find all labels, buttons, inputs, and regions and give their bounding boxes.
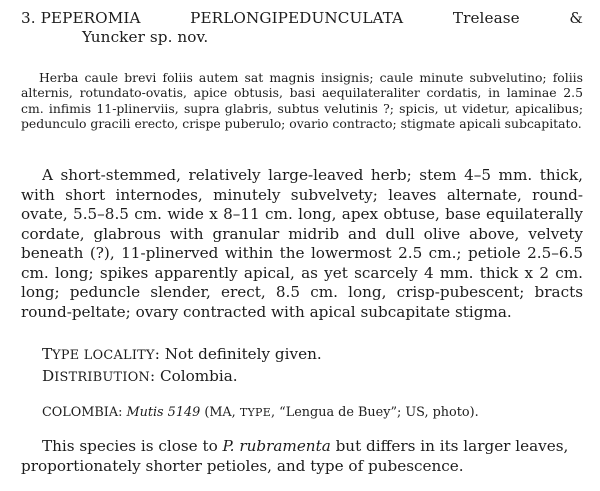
heading-line-1: [21, 9, 583, 28]
specimen-herbarium: (MA,: [200, 405, 240, 420]
closing-part-1: This species is close to: [42, 437, 223, 455]
closing-part-2: but differs in its larger leaves, proportionately shorter petioles, and type of pubescence.: [21, 437, 569, 475]
type-locality-label-rest: YPE LOCALITY: [52, 348, 155, 363]
heading-line-2: Yuncker sp. nov.: [82, 28, 209, 46]
specimen-collector: Mutis 5149: [126, 405, 201, 420]
distribution-label-rest: ISTRIBUTION: [54, 370, 151, 385]
type-locality-line: [42, 345, 322, 365]
closing-species-name: P. rubramenta: [222, 437, 331, 455]
specimen-citation: [42, 404, 583, 421]
specimen-country: COLOMBIA:: [42, 405, 123, 420]
type-locality-label-initial: T: [42, 345, 53, 363]
specimen-notes: , “Lengua de Buey”; US, photo).: [271, 405, 479, 420]
species-heading: [21, 9, 583, 47]
distribution-separator: :: [150, 367, 156, 385]
distribution-line: [42, 367, 238, 387]
closing-remark: [21, 436, 583, 476]
heading-author: Trelease: [452, 9, 520, 27]
type-locality-value: Not definitely given.: [159, 345, 322, 363]
distribution-label-initial: D: [42, 367, 55, 385]
specimen-type-label: TYPE: [239, 406, 272, 419]
heading-epithet: PERLONGIPEDUNCULATA: [190, 9, 404, 27]
heading-number-genus: 3. PEPEROMIA: [21, 9, 141, 27]
english-description: A short-stemmed, relatively large-leaved herb; stem 4–5 mm. thick, with short internodes, minutely subvelvety; leaves alternate, round-ovate, 5.5–8.5 cm. wide x 8–11 cm. long, apex obtuse, base equilaterally cordate, glabrous with granular midrib and dull olive above, velvety beneath (?), 11-plinerved within the lowermost 2.5 cm.; petiole 2.5–6.5 cm. long; spikes apparently apical, as yet scarcely 4 mm. thick x 2 cm. long; peduncle slender, erect, 8.5 cm. long, crisp-pubescent; bracts round-peltate; ovary contracted with apical subcapitate stigma.: [21, 166, 583, 321]
latin-description: Herba caule brevi foliis autem sat magnis insignis; caule minute subvelutino; foliis alternis, rotundato-ovatis, apice obtusis, basi aequilateraliter cordatis, in laminae 2.5 cm. infimis 11-plinerviis, supra glabris, subtus velutinis ?; spicis, ut videtur, apicalibus; pedunculo gracili erecto, crispe puberulo; ovario contracto; stigmate apicali subcapitato.: [21, 70, 583, 132]
distribution-value: Colombia.: [155, 367, 238, 385]
type-locality-separator: :: [154, 345, 160, 363]
heading-ampersand: &: [569, 9, 583, 27]
